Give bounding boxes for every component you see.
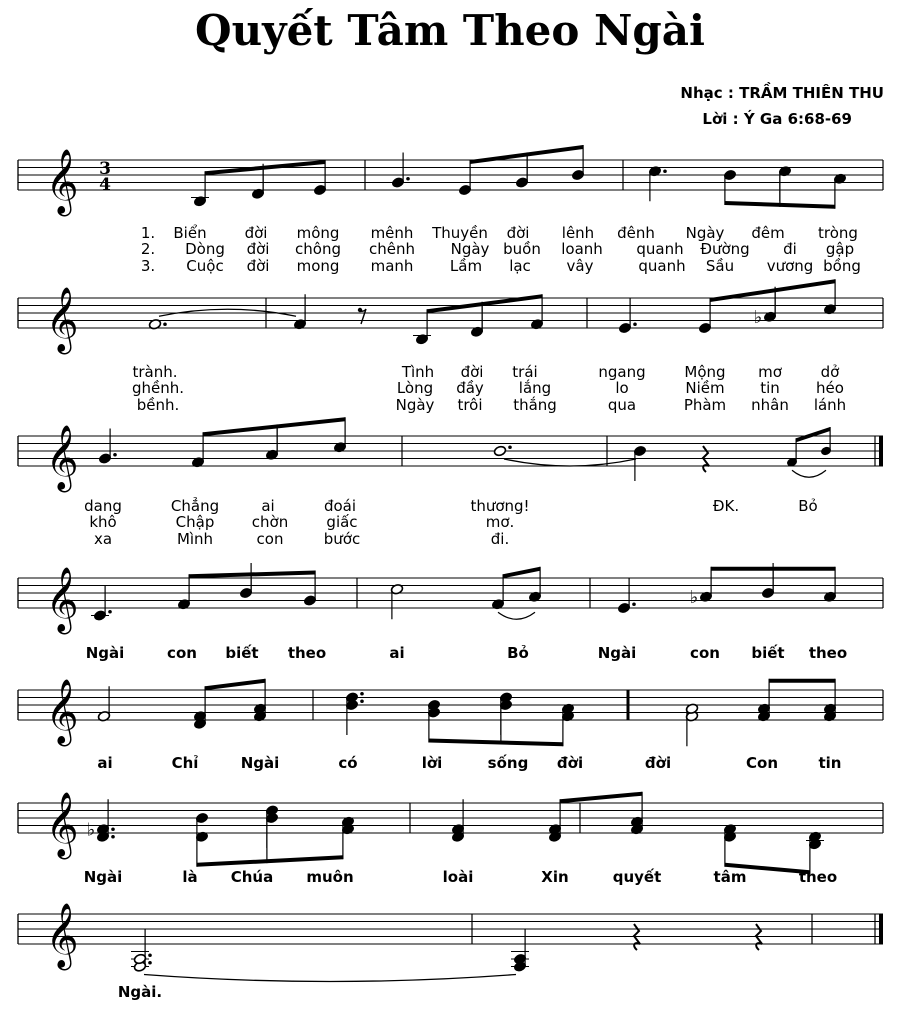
lyric-syllable: Niềm — [685, 379, 725, 397]
lyric-syllable: Ngài. — [117, 983, 163, 1001]
slur — [498, 612, 535, 619]
lyric-syllable: héo — [816, 379, 844, 397]
staff-system-5 — [18, 679, 883, 772]
lyric-syllable: Đường — [700, 240, 750, 258]
augmentation-dot — [111, 827, 115, 831]
beam — [710, 279, 835, 302]
augmentation-dot — [108, 610, 112, 614]
augmentation-dot — [632, 602, 636, 606]
lyric-syllable: đi. — [490, 530, 510, 548]
lyric-syllable: Chỉ — [171, 754, 199, 772]
lyric-syllable: Cuộc — [186, 257, 224, 275]
beam — [769, 679, 835, 683]
lyric-syllable: 1. — [140, 224, 156, 242]
lyric-syllable: Ngài — [597, 644, 637, 662]
staff-system-1 — [18, 145, 883, 275]
lyric-syllable: loanh — [561, 240, 603, 258]
lyric-syllable: gập — [825, 240, 855, 258]
lyric-syllable: đêm — [751, 224, 785, 242]
lyric-syllable: bước — [323, 530, 361, 548]
lyric-syllable: Ngày — [395, 396, 435, 414]
lyric-syllable: Ngài — [85, 644, 125, 662]
lyric-syllable: mơ — [758, 363, 782, 381]
lyric-syllable: tin — [760, 379, 780, 397]
lyric-syllable: xa — [93, 530, 113, 548]
lyric-syllable: giấc — [326, 513, 358, 531]
lyric-syllable: thắng — [513, 396, 557, 414]
lyric-syllable: vây — [566, 257, 594, 275]
augmentation-dot — [360, 692, 364, 696]
treble-clef-icon: 𝄞 — [45, 792, 79, 857]
lyric-syllable: Mình — [176, 530, 214, 548]
augmentation-dot — [663, 169, 667, 173]
lyric-syllable: buồn — [503, 240, 541, 258]
lyric-syllable: lo — [615, 379, 629, 397]
lyric-syllable: theo — [798, 868, 838, 886]
staff-system-7 — [18, 903, 883, 1001]
lyric-syllable: mông — [296, 224, 340, 242]
lyric-syllable: lênh — [561, 224, 595, 242]
flat-sign: ♭ — [86, 819, 96, 841]
lyric-syllable: ngang — [598, 363, 646, 381]
beam — [189, 571, 315, 579]
staff-system-3 — [18, 417, 883, 548]
lyric-syllable: biết — [225, 644, 259, 662]
lyric-syllable: ai — [97, 754, 113, 772]
lyric-syllable: là — [182, 868, 198, 886]
lyric-syllable: Mộng — [684, 363, 726, 381]
augmentation-dot — [508, 445, 512, 449]
beam — [429, 739, 563, 747]
lyric-syllable: sống — [487, 754, 529, 772]
beam — [203, 417, 345, 436]
beam — [503, 567, 540, 579]
augmentation-dot — [111, 835, 115, 839]
lyric-syllable: Chập — [175, 513, 215, 531]
lyric-syllable: lạc — [509, 257, 531, 275]
lyric-syllable: Ngày — [450, 240, 490, 258]
augmentation-dot — [360, 699, 364, 703]
lyric-syllable: trôi — [457, 396, 483, 414]
lyric-syllable: lắng — [518, 379, 552, 397]
lyric-syllable: theo — [287, 644, 327, 662]
lyric-syllable: 2. — [140, 240, 156, 258]
lyric-syllable: đời — [244, 224, 268, 242]
augmentation-dot — [148, 961, 152, 965]
lyric-syllable: đi — [783, 240, 797, 258]
augmentation-dot — [633, 322, 637, 326]
lyric-syllable: quanh — [636, 240, 684, 258]
lyric-syllable: 3. — [140, 257, 156, 275]
treble-clef-icon: 𝄞 — [45, 679, 79, 744]
final-barline-thick — [879, 914, 883, 944]
music-credit: Nhạc : TRẦM THIÊN THU — [680, 84, 884, 102]
augmentation-dot — [163, 322, 167, 326]
treble-clef-icon: 𝄞 — [45, 903, 79, 968]
lyric-syllable: đời — [460, 363, 484, 381]
lyric-syllable: quyết — [612, 868, 662, 886]
lyric-syllable: thương! — [470, 497, 530, 515]
lyric-syllable: đầy — [456, 379, 484, 397]
lyric-syllable: đời — [644, 754, 672, 772]
lyric-syllable: chênh — [369, 240, 415, 258]
lyric-syllable: theo — [808, 644, 848, 662]
lyric-syllable: vương — [766, 257, 814, 275]
lyric-syllable: ĐK. — [712, 497, 740, 515]
staff-system-4 — [18, 563, 883, 662]
lyric-syllable: lời — [421, 754, 443, 772]
lyric-syllable: ai — [261, 497, 275, 515]
beam — [197, 855, 343, 867]
lyric-syllable: con — [256, 530, 284, 548]
lyric-syllable: Lầm — [449, 257, 483, 275]
lyric-syllable: Ngài — [83, 868, 123, 886]
lyric-syllable: mênh — [370, 224, 414, 242]
lyric-syllable: tâm — [713, 868, 747, 886]
lyric-syllable: đời — [506, 224, 530, 242]
tie — [144, 975, 516, 982]
staff-system-6 — [18, 792, 883, 886]
lyric-syllable: loài — [442, 868, 474, 886]
lyric-syllable: Thuyền — [432, 224, 488, 242]
lyric-syllable: có — [338, 754, 358, 772]
lyric-syllable: bồng — [823, 257, 861, 275]
final-barline-thick — [879, 436, 883, 466]
lyric-syllable: quanh — [638, 257, 686, 275]
treble-clef-icon: 𝄞 — [45, 567, 79, 632]
beam — [796, 427, 830, 442]
lyric-syllable: con — [690, 644, 720, 662]
lyric-syllable: Phàm — [683, 396, 727, 414]
beam — [427, 294, 542, 313]
lyric-syllable: Dòng — [185, 240, 225, 258]
lyric-syllable: khô — [89, 513, 117, 531]
lyric-syllable: muôn — [306, 868, 354, 886]
lyric-syllable: Xin — [541, 868, 569, 886]
lyric-syllable: Ngày — [685, 224, 725, 242]
treble-clef-icon: 𝄞 — [45, 149, 79, 214]
lyric-syllable: đoái — [323, 497, 357, 515]
lyric-syllable: Biển — [173, 224, 207, 242]
lyric-syllable: trành. — [132, 363, 178, 381]
lyric-syllable: đời — [246, 240, 270, 258]
lyric-syllable: đời — [556, 754, 584, 772]
lyric-syllable: Bỏ — [798, 497, 818, 515]
lyric-syllable: nhân — [751, 396, 789, 414]
lyric-syllable: Sầu — [705, 257, 735, 275]
augmentation-dot — [148, 953, 152, 957]
lyric-syllable: Con — [746, 754, 778, 772]
lyric-syllable: chông — [295, 240, 341, 258]
lyric-syllable: ai — [389, 644, 405, 662]
lyrics-credit: Lời : Ý Ga 6:68-69 — [702, 110, 852, 128]
treble-clef-icon: 𝄞 — [45, 425, 79, 490]
lyric-syllable: dang — [84, 497, 122, 515]
lyric-syllable: chờn — [251, 513, 289, 531]
flat-sign: ♭ — [753, 306, 763, 328]
beam — [205, 679, 265, 691]
lyric-syllable: đời — [246, 257, 270, 275]
beam — [560, 792, 642, 804]
flat-sign: ♭ — [689, 586, 699, 608]
lyric-syllable: tròng — [818, 224, 858, 242]
lyric-syllable: tin — [818, 754, 842, 772]
staff-system-2 — [18, 279, 883, 414]
lyric-syllable: dở — [820, 363, 840, 381]
notehead — [493, 445, 506, 457]
lyric-syllable: Bỏ — [507, 644, 529, 662]
tie — [504, 459, 636, 466]
lyric-syllable: mơ. — [485, 513, 515, 531]
lyric-syllable: bềnh. — [136, 396, 180, 414]
lyric-syllable: trái — [512, 363, 538, 381]
lyric-syllable: Chúa — [230, 868, 274, 886]
lyric-syllable: mong — [296, 257, 340, 275]
time-signature-bottom: 4 — [99, 175, 111, 195]
lyric-syllable: Lòng — [396, 379, 434, 397]
lyric-syllable: manh — [370, 257, 414, 275]
treble-clef-icon: 𝄞 — [45, 287, 79, 352]
augmentation-dot — [113, 453, 117, 457]
lyric-syllable: đênh — [617, 224, 655, 242]
lyric-syllable: biết — [751, 644, 785, 662]
lyric-syllable: lánh — [813, 396, 847, 414]
time-signature-top: 3 — [99, 159, 111, 179]
eighth-rest-stem — [360, 309, 366, 324]
augmentation-dot — [406, 177, 410, 181]
slur — [792, 470, 826, 477]
lyric-syllable: qua — [607, 396, 637, 414]
lyric-syllable: ghềnh. — [131, 379, 185, 397]
song-title: Quyết Tâm Theo Ngài — [195, 6, 705, 55]
lyric-syllable: con — [167, 644, 197, 662]
lyric-syllable: Chẳng — [170, 497, 220, 515]
lyric-syllable: Tình — [401, 363, 435, 381]
lyric-syllable: Ngài — [240, 754, 280, 772]
